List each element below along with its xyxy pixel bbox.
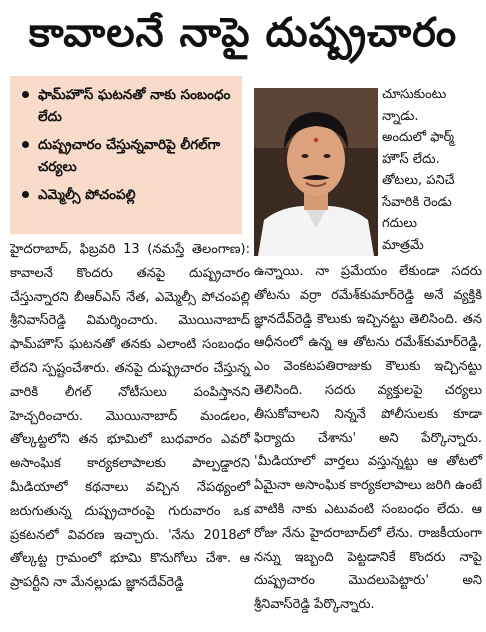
side-text-line: అందులో ఫార్మ్ [382,130,455,145]
article-left-column [10,238,250,595]
article-paragraph: ఉన్నాయి. నా ప్రమేయం లేకుండా సదరు తోటను వర్రా రమేశ్‌కుమార్‌రెడ్డి అనే వ్యక్తికి జ్ఞానదేవ్‌రెడ్డి కౌలుకు ఇచ్చినట్టు తెలిసింది. తన ఆధీనంలో ఉన్న ఆ తోటను రమేశ్‌కుమార్‌రెడ్డి, ఎం వెంకటపతిరాజుకు కౌలుకు ఇచ్చినట్టు తెలిసింది. సదరు వ్యక్తులపై చర్యలు తీసుకోవాలని నిన్ననే పోలీసులకు కూడా ఫిర్యాదు చేశాను' అని పేర్కొన్నారు. 'మీడియాలో వార్తలు వస్తున్నట్టు ఆ తోటలో ఏమైనా అసాంఘిక కార్యకలాపాలు జరిగి ఉంటే వాటికి నాకు ఎటువంటి సంబంధం లేదు. ఆ రోజు నేను హైదరాబాద్‌లో లేను. రాజకీయంగా నన్ను ఇబ్బంది పెట్టడానికే కొందరు నాపై దుష్ప్రచారం మొదలుపెట్టారు' అని శ్రీనివాస్‌రెడ్డి పేర్కొన్నారు. [254,264,482,613]
side-text-line: మాత్రమే [382,237,424,253]
highlights-box [10,76,242,234]
portrait-image [254,88,378,256]
side-text-line: తోటలు, పనిచే [382,173,455,188]
side-text-line: సేవారికి రెండు [382,194,452,210]
side-text-line: చూసుకుంటు [382,87,447,102]
bullet-icon [22,91,29,98]
headline: కావాలనే నాపై దుష్ప్రచారం [28,10,458,56]
portrait-photo [254,88,378,256]
highlight-item [22,184,234,206]
side-text-line: హౌస్ లేదు. [382,151,440,167]
article-right-column [254,260,482,617]
article-paragraph: హైదరాబాద్, ఫిబ్రవరి 13 (నమస్తే తెలంగాణ): కావాలనే కొందరు తనపై దుష్ప్రచారం చేస్తున్నారని బీఆర్ఎస్ నేత, ఎమ్మెల్సీ పోచంపల్లి శ్రీనివాస్‌రెడ్డి విమర్శించారు. మొయినాబాద్ ఫామ్‌హౌస్ ఘటనతో తనకు ఎలాంటి సంబంధం లేదని స్పష్టంచేశారు. తనపై దుష్ప్రచారం చేస్తున్న వారికి లీగల్ నోటీసులు పంపిస్తానని హెచ్చరించారు. మొయినాబాద్ మండలం, తోల్కట్టలోని తన భూమిలో బుధవారం ఎవరో అసాంఘిక కార్యకలాపాలకు పాల్పడ్డారని మీడియాలో కథనాలు వచ్చిన నేపథ్యంలో జరుగుతున్న దుష్ప్రచారంపై గురువారం ఒక ప్రకటనలో వివరణ ఇచ్చారు. 'నేను 2018లో తోల్కట్ట గ్రామంలో భూమి కొనుగోలు చేశా. ఆ ప్రాపర్టీని నా మేనల్లుడు జ్ఞానదేవ్‌రెడ్డి [10,242,250,591]
bullet-icon [22,191,29,198]
side-text-line: న్నాడు. [382,108,419,124]
highlight-text: దుష్ప్రచారం చేస్తున్నవారిపై లీగల్‌గా చర్యలు [38,137,221,175]
side-text-column [382,84,482,256]
highlight-item [22,134,234,178]
bullet-icon [22,141,29,148]
side-text-line: గదులు [382,216,417,231]
highlight-item [22,84,234,128]
highlight-text: ఫామ్‌హౌస్ ఘటనతో నాకు సంబంధం లేదు [38,87,231,125]
highlight-text: ఎమ్మెల్సీ పోచంపల్లి [38,187,136,203]
